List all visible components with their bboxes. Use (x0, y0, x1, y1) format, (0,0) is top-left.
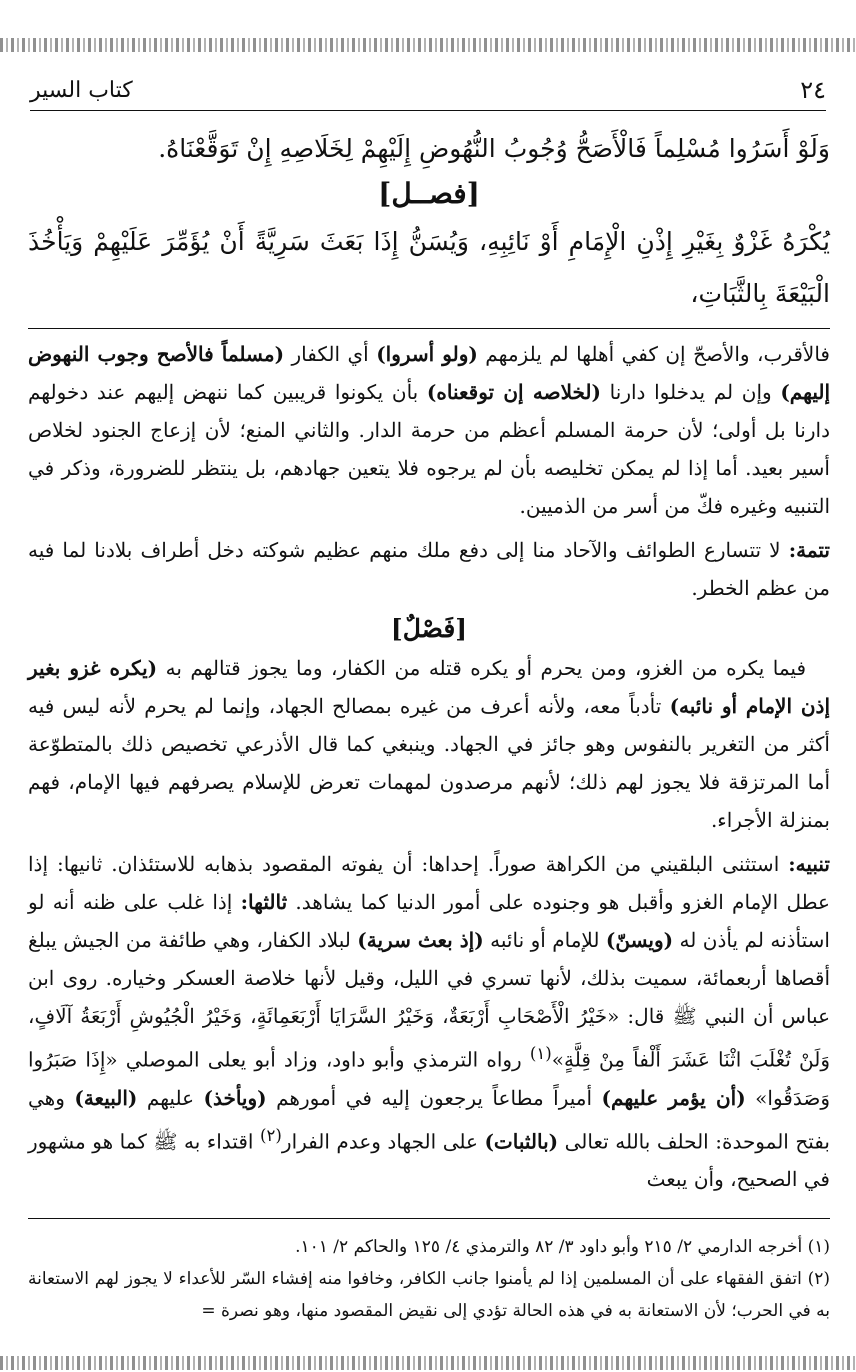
fasl-heading-1: [فصــل] (378, 177, 480, 210)
tatimma-label: تتمة: (788, 538, 830, 562)
page-header (30, 70, 826, 111)
tanbih-label: تنبيه: (788, 852, 830, 876)
tatimma-paragraph: تتمة: لا تتسارع الطوائف والآحاد منا إلى دفع ملك منهم عظيم شوكته دخل أطراف بلادنا لما فيه من عظم الخطر. (28, 538, 830, 600)
book-title: كتاب السير (30, 77, 133, 103)
matn-sharh-divider (28, 328, 830, 329)
fasl-heading-2: [فَصْلٌ] (390, 614, 468, 643)
tanbih-paragraph: تنبيه: استثنى البلقيني من الكراهة صوراً. إحداها: أن يفوته المقصود بذهابه للاستئذان. ثانيها: إذا عطل الإمام الغزو وأقبل هو وجنوده على أمور الدنيا كما يشاهد. ثالثها: إذا غلب على ظنه أنه لو استأذنه لم يأذن له (ويسنّ) للإمام أو نائبه (إذ بعث سرية) لبلاد الكفار، وهي طائفة من الجيش يبلغ أقصاها أربعمائة، سميت بذلك، لأنها تسري في الليل، وقيل لأنها خلاصة العسكر وخياره. روى ابن عباس أن النبي ﷺ قال: «خَيْرُ الْأَصْحَابِ أَرْبَعَةٌ، وَخَيْرُ السَّرَايَا أَرْبَعَمِائَةٍ، وَخَيْرُ الْجُيُوشِ أَرْبَعَةُ آلَافٍ، وَلَنْ تُغْلَبَ اثْنَا عَشَرَ أَلْفاً مِنْ قِلَّةٍ»$^{(١)}$ رواه الترمذي وأبو داود، وزاد أبو يعلى الموصلي «إِذَا صَبَرُوا وَصَدَقُوا» (أن يؤمر عليهم) أميراً مطاعاً يرجعون إليه في أمورهم (ويأخذ) عليهم (البيعة) وهي بفتح الموحدة: الحلف بالله تعالى (بالثبات) على الجهاد وعدم الفرار$^{(٢)}$ اقتداء به ﷺ كما هو مشهور في الصحيح، وأن يبعث (28, 852, 830, 1192)
bottom-ornament-border (0, 1356, 856, 1370)
matn-line-1: وَلَوْ أَسَرُوا مُسْلِماً فَالْأَصَحُّ وُجُوبُ النُّهُوضِ إِلَيْهِمْ لِخَلَاصِهِ إِنْ تَوَقَّعْنَاهُ. (158, 134, 830, 163)
sharh-paragraph-1: فالأقرب، والأصحّ إن كفي أهلها لم يلزمهم (ولو أسروا) أي الكفار (مسلماً فالأصح وجوب النهوض إليهم) وإن لم يدخلوا دارنا (لخلاصه إن توقعناه) بأن يكونوا قريبين كما ننهض إليهم عند دخولهم دارنا بل أولى؛ لأن حرمة المسلم أعظم من حرمة الدار. والثاني المنع؛ لأن إزعاج الجنود لخلاص أسير بعيد. أما إذا لم يمكن تخليصه بأن لم يرجوه فلا يتعين جهادهم، بل ينتظر للضرورة، وذكر في التنبيه وغيره فكّ من أسر من الذميين. (28, 342, 831, 518)
matn-paragraph-2: يُكْرَهُ غَزْوٌ بِغَيْرِ إِذْنِ الْإِمَامِ أَوْ نَائِبِهِ، وَيُسَنُّ إِذَا بَعَثَ سَرِيَّةً أَنْ يُؤَمِّرَ عَلَيْهِمْ وَيَأْخُذَ الْبَيْعَةَ بِالثَّبَاتِ، (28, 227, 830, 308)
page-number: ٢٤ (800, 76, 826, 104)
sharh-paragraph-3: فيما يكره من الغزو، ومن يحرم أو يكره قتله من الكفار، وما يجوز قتالهم به (يكره غزو بغير إذن الإمام أو نائبه) تأدباً معه، ولأنه أعرف من غيره بمصالح الجهاد، وإنما لم يحرم لأنه ليس فيه أكثر من التغرير بالنفوس وهو جائز في الجهاد. وينبغي كما قال الأذرعي تخصيص ذلك بالمتطوّعة أما المرتزقة فلا يجوز لهم ذلك؛ لأنهم مرصدون لمهمات تعرض للإسلام يصرفهم فيها الإمام، فهم بمنزلة الأجراء. (28, 656, 830, 832)
top-ornament-border (0, 38, 856, 52)
footnote-1: (١) أخرجه الدارمي ٢/ ٢١٥ وأبو داود ٣/ ٨٢ والترمذي ٤/ ١٢٥ والحاكم ٢/ ١٠١. (295, 1237, 830, 1257)
footnote-ref-1: (١) (529, 1044, 552, 1063)
footnotes-section (28, 1218, 830, 1327)
page-body (28, 118, 830, 1198)
footnote-ref-2: (٢) (259, 1125, 282, 1145)
footnote-2: (٢) اتفق الفقهاء على أن المسلمين إذا لم يأمنوا جانب الكافر، وخافوا منه إفشاء السّر للأعداء لا يجوز لهم الاستعانة به في الحرب؛ لأن الاستعانة به في هذه الحالة تؤدي إلى نقيض المقصود منها، وهو نصرة = (28, 1269, 830, 1321)
